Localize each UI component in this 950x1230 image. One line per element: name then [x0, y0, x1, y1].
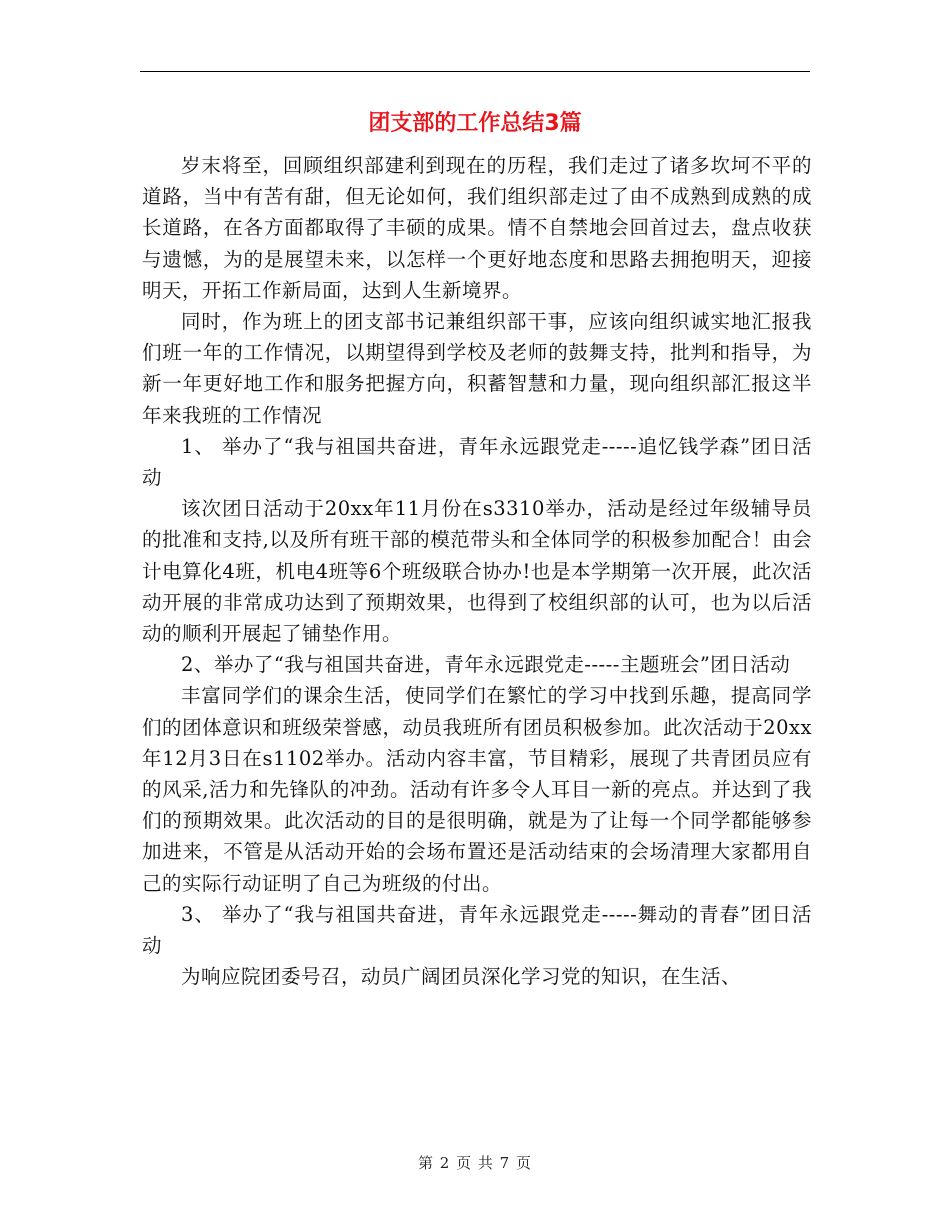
paragraph: 同时，作为班上的团支部书记兼组织部干事，应该向组织诚实地汇报我们班一年的工作情况，以期望得到学校及老师的鼓舞支持，批判和指导，为新一年更好地工作和服务把握方向，积蓄智慧和力量，现向组织部汇报这半年来我班的工作情况	[142, 310, 812, 427]
paragraph: 为响应院团委号召，动员广阔团员深化学习党的知识，在生活、	[181, 965, 742, 989]
document-title: 团支部的工作总结3篇	[368, 111, 582, 136]
document-body	[142, 150, 812, 992]
paragraph: 丰富同学们的课余生活，使同学们在繁忙的学习中找到乐趣，提高同学们的团体意识和班级荣誉感，动员我班所有团员积极参加。此次活动于20xx年12月3日在s1102举办。活动内容丰富，节目精彩，展现了共青团员应有的风采,活力和先锋队的冲劲。活动有许多令人耳目一新的亮点。并达到了我们的预期效果。此次活动的目的是很明确，就是为了让每一个同学都能够参加进来，不管是从活动开始的会场布置还是活动结束的会场清理大家都用自己的实际行动证明了自己为班级的付出。	[142, 684, 812, 895]
paragraph: 岁末将至，回顾组织部建利到现在的历程，我们走过了诸多坎坷不平的道路，当中有苦有甜，但无论如何，我们组织部走过了由不成熟到成熟的成长道路，在各方面都取得了丰硕的成果。情不自禁地会回首过去，盘点收获与遗憾，为的是展望未来，以怎样一个更好地态度和思路去拥抱明天，迎接明天，开拓工作新局面，达到人生新境界。	[142, 154, 812, 302]
section-heading: 2、举办了“我与祖国共奋进，青年永远跟党走-----主题班会”团日活动	[181, 653, 791, 677]
header-rule	[140, 71, 810, 72]
section-heading: 3、 举办了“我与祖国共奋进，青年永远跟党走-----舞动的青春”团日活动	[142, 902, 812, 958]
paragraph: 该次团日活动于20xx年11月份在s3310举办，活动是经过年级辅导员的批准和支持,以及所有班干部的模范带头和全体同学的积极参加配合！由会计电算化4班，机电4班等6个班级联合协办!也是本学期第一次开展，此次活动开展的非常成功达到了预期效果，也得到了校组织部的认可，也为以后活动的顺利开展起了铺垫作用。	[142, 497, 812, 646]
page-number-footer: 第 2 页 共 7 页	[418, 1154, 532, 1172]
section-heading: 1、 举办了“我与祖国共奋进，青年永远跟党走-----追忆钱学森”团日活动	[142, 434, 812, 490]
